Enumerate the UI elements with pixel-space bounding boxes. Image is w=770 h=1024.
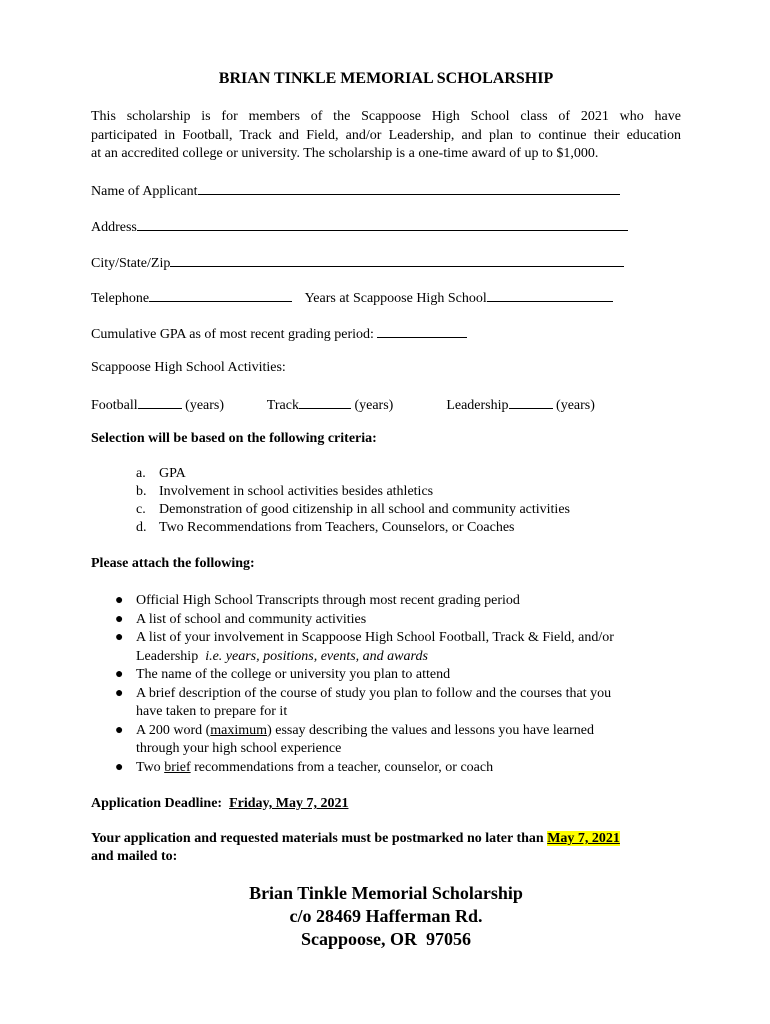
list-item xyxy=(91,666,671,685)
list-item-note: i.e. years, positions, events, and awards xyxy=(205,648,428,664)
list-item xyxy=(91,722,671,759)
name-field-row xyxy=(91,181,620,200)
list-item-text: through your high school experience xyxy=(136,741,342,756)
list-item-text: recommendations from a teacher, counselor, or coach xyxy=(190,759,494,775)
deadline-date: Friday, May 7, 2021 xyxy=(229,796,349,811)
list-marker: b. xyxy=(136,484,147,499)
telephone-field-row xyxy=(91,288,613,307)
years-unit: (years) xyxy=(354,398,394,413)
list-item xyxy=(91,611,671,630)
bullet-icon: ● xyxy=(115,685,124,701)
city-label: City/State/Zip xyxy=(91,256,171,271)
list-item xyxy=(91,685,671,722)
intro-line: participated in Football, Track and Field, and/or Leadership, and plan to continue their education xyxy=(91,127,681,143)
list-item-text: A list of school and community activities xyxy=(136,611,367,627)
city-blank[interactable] xyxy=(170,253,624,267)
football-label: Football xyxy=(91,398,138,413)
deadline-row xyxy=(91,796,348,812)
bullet-icon: ● xyxy=(115,667,124,682)
bullet-icon: ● xyxy=(115,593,124,608)
list-item-text: Two xyxy=(136,759,165,775)
page-title: BRIAN TINKLE MEMORIAL SCHOLARSHIP xyxy=(218,70,554,87)
address-blank[interactable] xyxy=(137,217,628,231)
years-at-school-blank[interactable] xyxy=(487,288,613,302)
bullet-icon: ● xyxy=(115,759,124,775)
list-item-text: The name of the college or university you plan to attend xyxy=(136,667,451,682)
years-unit: (years) xyxy=(556,398,595,413)
criteria-list xyxy=(91,465,570,537)
list-item-text: A brief description of the course of study you plan to follow and the courses that you xyxy=(136,685,612,701)
gpa-label: Cumulative GPA as of most recent grading period: xyxy=(91,327,374,342)
list-item-text: Two Recommendations from Teachers, Counselors, or Coaches xyxy=(159,520,515,535)
list-item xyxy=(91,519,570,537)
address-label: Address xyxy=(91,220,137,235)
address-line: Scappoose, OR 97056 xyxy=(300,929,471,949)
years-unit: (years) xyxy=(185,398,225,413)
list-item-text: Involvement in school activities besides athletics xyxy=(159,484,434,499)
city-field-row xyxy=(91,253,624,272)
telephone-blank[interactable] xyxy=(149,288,292,302)
bullet-icon: ● xyxy=(115,611,124,627)
list-marker: d. xyxy=(136,520,147,535)
list-item xyxy=(91,465,570,483)
football-years-blank[interactable] xyxy=(138,395,182,409)
attach-list xyxy=(91,592,671,777)
activities-label: Scappoose High School Activities: xyxy=(91,360,286,375)
postmark-text-2: and mailed to: xyxy=(91,849,178,864)
address-line: Brian Tinkle Memorial Scholarship xyxy=(249,883,523,903)
list-item xyxy=(91,759,671,778)
gpa-field-row xyxy=(91,324,467,343)
list-item xyxy=(91,501,570,519)
name-blank[interactable] xyxy=(198,181,620,195)
bullet-icon: ● xyxy=(115,630,124,645)
intro-line: This scholarship is for members of the Scappoose High School class of 2021 who have xyxy=(91,109,681,124)
list-item xyxy=(91,483,570,501)
list-marker: a. xyxy=(136,466,146,481)
intro-line: at an accredited college or university. The scholarship is a one-time award of up to $1,000. xyxy=(91,146,599,161)
list-item xyxy=(91,592,671,611)
mailing-address xyxy=(91,882,681,951)
telephone-label: Telephone xyxy=(91,291,150,306)
address-field-row xyxy=(91,217,628,236)
list-item xyxy=(91,629,671,666)
list-item-text: Official High School Transcripts through most recent grading period xyxy=(136,593,520,608)
list-item-text: A list of your involvement in Scappoose High School Football, Track & Field, and/or xyxy=(136,630,614,645)
track-label: Track xyxy=(266,398,299,413)
list-item-text: Demonstration of good citizenship in all school and community activities xyxy=(159,502,570,517)
list-item-text: ) essay describing the values and lessons you have learned xyxy=(267,722,595,738)
address-line: c/o 28469 Hafferman Rd. xyxy=(289,906,483,926)
postmark-text: Your application and requested materials must be postmarked no later than xyxy=(91,831,544,846)
list-item-text: A 200 word ( xyxy=(136,722,211,738)
track-years-blank[interactable] xyxy=(299,395,351,409)
criteria-heading: Selection will be based on the following criteria: xyxy=(91,431,377,446)
list-item-text: have taken to prepare for it xyxy=(136,704,288,719)
list-item-text: Leadership xyxy=(136,648,199,664)
leadership-years-blank[interactable] xyxy=(509,395,553,409)
list-marker: c. xyxy=(136,502,146,517)
years-at-school-label: Years at Scappoose High School xyxy=(304,291,487,306)
underlined-word: maximum xyxy=(210,722,268,738)
list-item-text: GPA xyxy=(159,466,186,481)
name-label: Name of Applicant xyxy=(91,184,198,199)
postmark-row xyxy=(91,831,620,847)
leadership-label: Leadership xyxy=(446,398,509,413)
gpa-blank[interactable] xyxy=(377,324,467,338)
attach-heading: Please attach the following: xyxy=(91,556,255,571)
postmark-date: May 7, 2021 xyxy=(547,831,620,846)
deadline-label: Application Deadline: xyxy=(91,796,223,811)
underlined-word: brief xyxy=(164,759,191,775)
intro-paragraph xyxy=(91,108,681,164)
activities-row xyxy=(91,395,595,414)
bullet-icon: ● xyxy=(115,722,124,738)
